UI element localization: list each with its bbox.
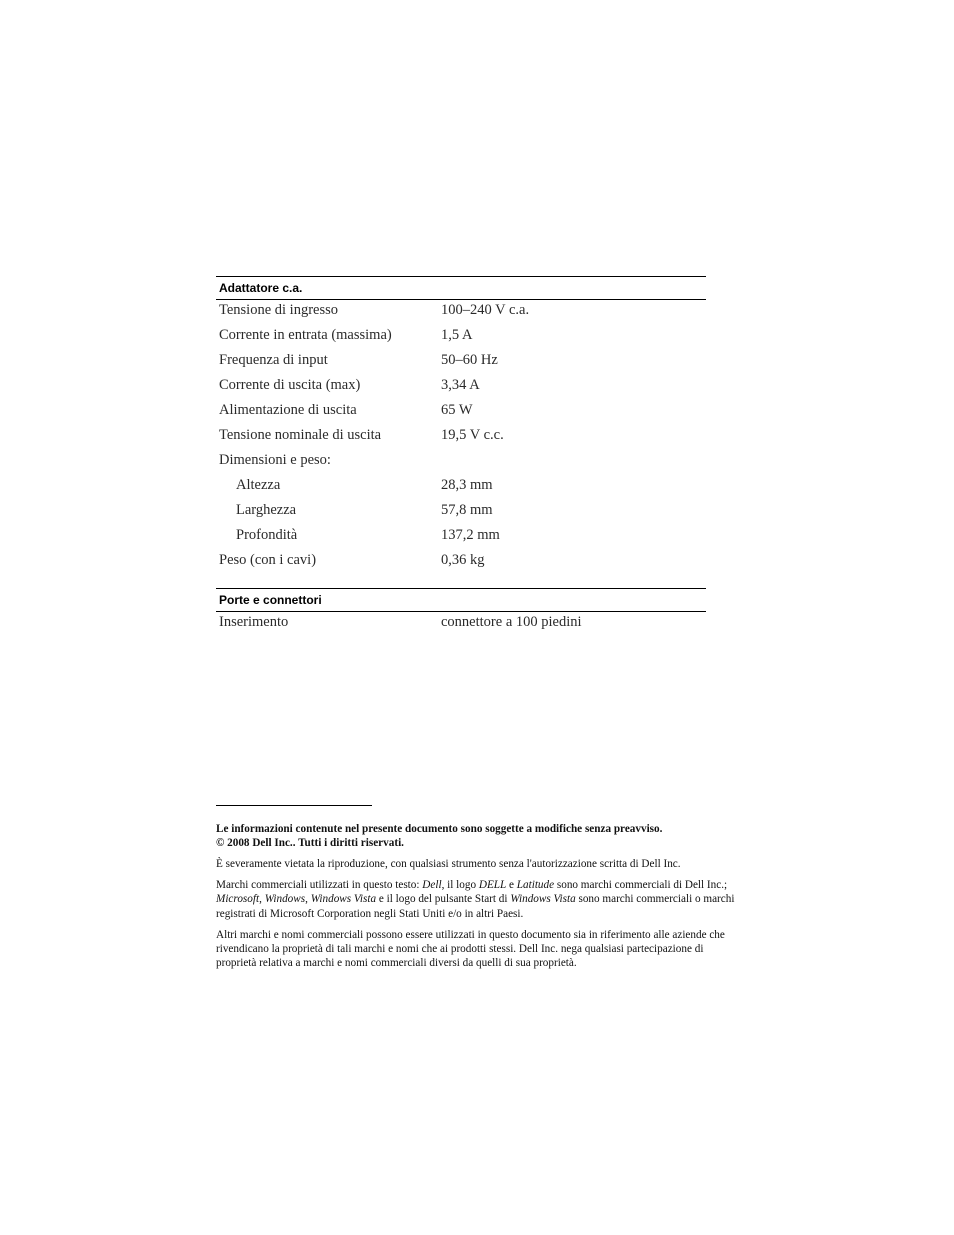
footer-divider	[216, 805, 372, 806]
spec-value: connettore a 100 piedini	[441, 614, 582, 630]
ac-adapter-heading: Adattatore c.a.	[216, 276, 706, 300]
spec-value: 65 W	[441, 402, 473, 418]
spec-value: 137,2 mm	[441, 527, 500, 543]
spec-label: Larghezza	[236, 502, 297, 518]
ac-adapter-table	[216, 276, 706, 575]
spec-row	[216, 475, 706, 500]
spec-value: 0,36 kg	[441, 552, 485, 568]
copyright-line: © 2008 Dell Inc.. Tutti i diritti riservati.	[216, 837, 404, 849]
spec-label: Alimentazione di uscita	[219, 402, 357, 418]
spec-label: Inserimento	[219, 614, 289, 630]
spec-label: Corrente in entrata (massima)	[219, 327, 392, 343]
spec-label: Altezza	[236, 477, 281, 493]
spec-value: 100–240 V c.a.	[441, 302, 530, 318]
ports-connectors-heading: Porte e connettori	[216, 588, 706, 612]
spec-row	[216, 350, 706, 375]
spec-label: Profondità	[236, 527, 298, 543]
spec-row	[216, 375, 706, 400]
other-marks-notice: Altri marchi e nomi commerciali possono essere utilizzati in questo documento sia in riferimento alle aziende che rivendicano la proprietà di tali marchi e nomi che ai prodotti stessi. Dell Inc. nega qualsiasi partecipazione di proprietà relativa a marchi e nomi commerciali diversi da quelli di sua proprietà.	[216, 928, 725, 969]
spec-row	[216, 612, 706, 637]
reproduction-notice: È severamente vietata la riproduzione, con qualsiasi strumento senza l'autorizzazione scritta di Dell Inc.	[216, 858, 681, 870]
trademarks-notice: Marchi commerciali utilizzati in questo testo: Dell, il logo DELL e Latitude sono marchi commerciali di Dell Inc.; Microsoft, Windows, Windows Vista e il logo del pulsante Start di Windows Vista sono marchi commerciali o marchi registrati di Microsoft Corporation negli Stati Uniti e/o in altri Paesi.	[216, 879, 735, 920]
spec-label: Corrente di uscita (max)	[219, 377, 361, 393]
spec-row	[216, 300, 706, 325]
spec-value: 50–60 Hz	[441, 352, 498, 368]
spec-label: Tensione nominale di uscita	[219, 427, 382, 443]
spec-row	[216, 500, 706, 525]
spec-value: 3,34 A	[441, 377, 480, 393]
spec-value: 19,5 V c.c.	[441, 427, 504, 443]
spec-row	[216, 400, 706, 425]
spec-label: Frequenza di input	[219, 352, 328, 368]
spec-row	[216, 450, 706, 475]
spec-row	[216, 425, 706, 450]
spec-label: Tensione di ingresso	[219, 302, 338, 318]
spec-label: Dimensioni e peso:	[219, 452, 331, 468]
legal-notice	[216, 822, 738, 850]
spec-value	[441, 450, 706, 475]
spec-value: 57,8 mm	[441, 502, 493, 518]
spec-value: 28,3 mm	[441, 477, 493, 493]
notice-line: Le informazioni contenute nel presente documento sono soggette a modifiche senza preavviso.	[216, 823, 663, 835]
spec-row	[216, 550, 706, 575]
spec-label: Peso (con i cavi)	[219, 552, 317, 568]
legal-footer	[216, 822, 738, 977]
spec-value: 1,5 A	[441, 327, 473, 343]
spec-row	[216, 325, 706, 350]
ports-connectors-table	[216, 588, 706, 637]
spec-row	[216, 525, 706, 550]
